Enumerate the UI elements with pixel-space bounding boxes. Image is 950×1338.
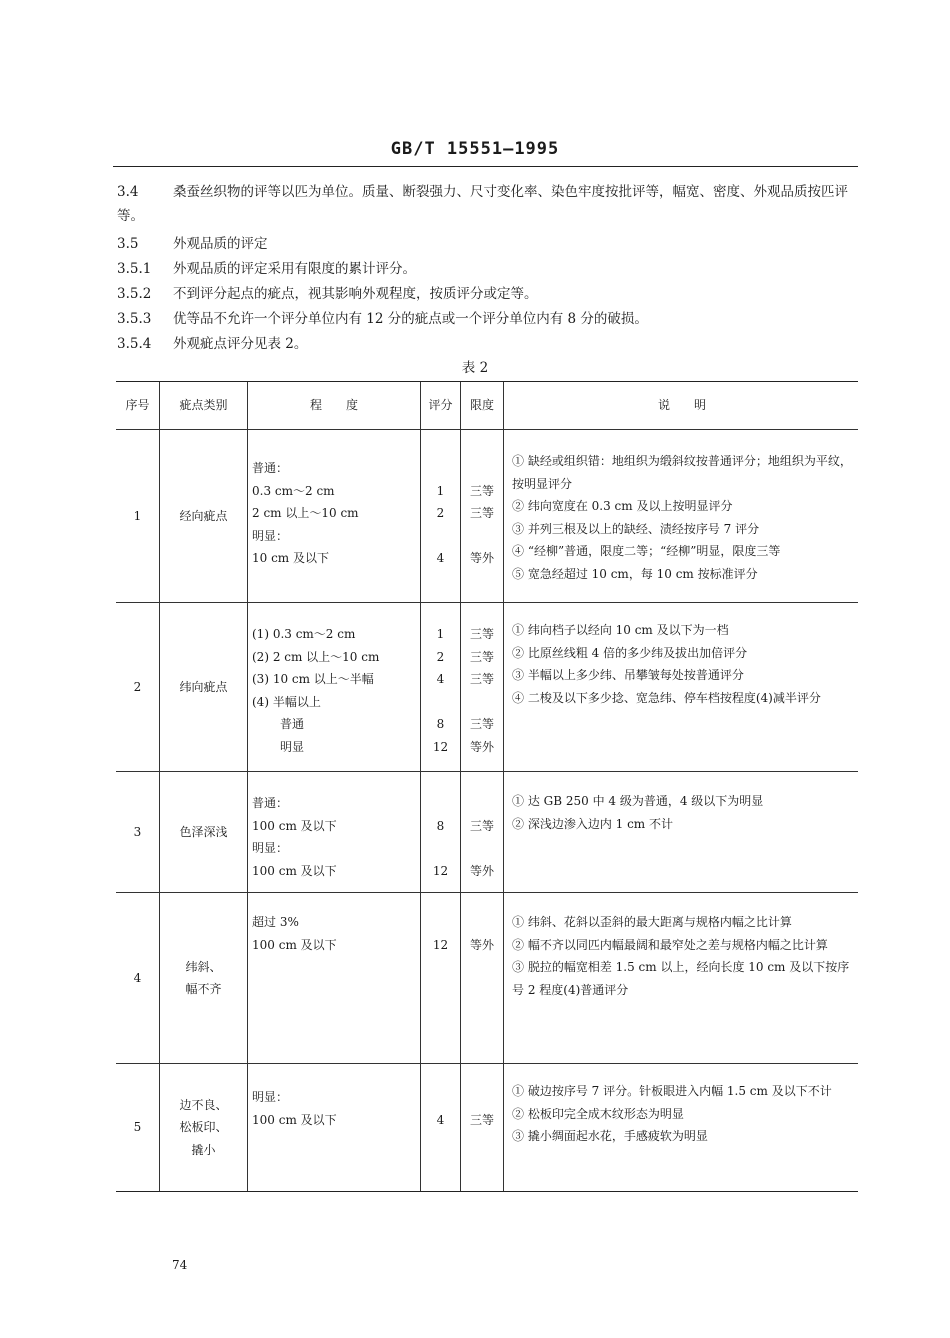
degree-line: 100 cm 及以下 (252, 863, 337, 878)
header-category: 疵点类别 (160, 382, 248, 429)
clause-number: 3.4 (117, 184, 139, 200)
degree-line: (4) 半幅以上 (252, 694, 321, 709)
page-number: 74 (172, 1258, 188, 1272)
table-row (116, 893, 858, 1064)
header-limit: 限度 (461, 382, 504, 429)
defect-category: 纬向疵点 (160, 603, 248, 771)
limit-value: 等外 (469, 863, 494, 878)
defect-category: 纬斜、幅不齐 (160, 893, 248, 1063)
explain-note: ③ 并列三根及以上的缺经、渍经按序号 7 评分 (512, 521, 760, 536)
explain-note: ② 比原丝线粗 4 倍的多少纬及拔出加倍评分 (512, 645, 748, 660)
explain-cell (504, 772, 858, 892)
explain-note: ② 幅不齐以同匹内幅最阔和最窄处之差与规格内幅之比计算 (512, 937, 828, 952)
paragraph-3-5 (117, 232, 857, 256)
row-number: 3 (116, 772, 160, 892)
degree-line: 100 cm 及以下 (252, 1112, 337, 1127)
score-value (425, 525, 456, 548)
table-caption: 表 2 (461, 360, 489, 376)
degree-cell (248, 772, 421, 892)
clause-number: 3.5 (117, 236, 139, 252)
limit-value: 三等 (469, 672, 494, 686)
degree-line: 明显： (252, 1090, 289, 1104)
header-rule (113, 166, 858, 167)
score-cell (421, 1064, 461, 1191)
degree-line: (3) 10 cm 以上～半幅 (252, 672, 374, 686)
limit-value: 三等 (469, 818, 494, 833)
paragraph-3-5-4 (117, 332, 857, 356)
score-value: 2 (436, 506, 445, 520)
table-row (116, 430, 858, 603)
clause-text: 桑蚕丝织物的评等以匹为单位。质量、断裂强力、尺寸变化率、染色牢度按批评等，幅宽、密度、外观品质按匹评等。 (117, 184, 848, 224)
limit-value: 三等 (469, 717, 494, 731)
degree-line: (1) 0.3 cm～2 cm (252, 627, 356, 641)
limit-value: 三等 (469, 506, 494, 520)
degree-cell (248, 430, 421, 602)
clause-text: 优等品不允许一个评分单位内有 12 分的疵点或一个评分单位内有 8 分的破损。 (173, 311, 648, 327)
limit-value (465, 457, 499, 480)
explain-note: ③ 撬小绸面起水花，手感疲软为明显 (512, 1129, 708, 1143)
explain-note: ② 纬向宽度在 0.3 cm 及以上按明显评分 (512, 499, 733, 513)
degree-line: (2) 2 cm 以上～10 cm (252, 649, 380, 664)
row-number: 4 (116, 893, 160, 1063)
degree-line: 普通： (252, 796, 289, 810)
degree-line: 明显： (252, 528, 289, 543)
score-value (425, 1086, 456, 1109)
limit-value: 三等 (469, 483, 494, 498)
limit-value: 三等 (469, 649, 494, 664)
explain-note: ① 纬斜、花斜以歪斜的最大距离与规格内幅之比计算 (512, 915, 792, 929)
explain-note: ① 缺经或组织错：地组织为缎斜纹按普通评分；地组织为平纹，按明显评分 (512, 454, 852, 491)
explain-note: ① 破边按序号 7 评分。针板眼进入内幅 1.5 cm 及以下不计 (512, 1084, 832, 1098)
limit-value (465, 525, 499, 548)
limit-value (465, 837, 499, 860)
score-value (425, 911, 456, 934)
degree-line: 明显： (252, 841, 289, 855)
degree-cell (248, 893, 421, 1063)
degree-cell (248, 603, 421, 771)
limit-cell (461, 893, 504, 1063)
degree-line: 普通： (252, 461, 289, 475)
score-value: 1 (436, 627, 445, 641)
clause-text: 外观疵点评分见表 2。 (173, 336, 308, 352)
score-value: 1 (436, 483, 445, 498)
limit-value: 等外 (469, 551, 494, 565)
defect-score-table (116, 381, 858, 1192)
score-cell (421, 430, 461, 602)
degree-line: 0.3 cm～2 cm (252, 483, 335, 498)
header-no: 序号 (116, 382, 160, 429)
score-value: 4 (436, 1112, 445, 1127)
row-number: 2 (116, 603, 160, 771)
standard-code: GB/T 15551—1995 (390, 139, 560, 159)
degree-line: 100 cm 及以下 (252, 937, 337, 952)
paragraph-3-5-2 (117, 282, 857, 306)
explain-cell (504, 893, 858, 1063)
degree-cell (248, 1064, 421, 1191)
limit-value: 等外 (469, 937, 494, 952)
score-value: 8 (436, 818, 445, 833)
degree-line: 10 cm 及以下 (252, 551, 329, 565)
score-value: 2 (436, 649, 445, 664)
table-row (116, 772, 858, 893)
score-value: 12 (432, 937, 449, 952)
explain-note: ① 达 GB 250 中 4 级为普通，4 级以下为明显 (512, 794, 764, 808)
explain-note: ③ 半幅以上多少纬、吊攀皱每处按普通评分 (512, 668, 744, 682)
clause-text: 外观品质的评定 (173, 236, 268, 252)
limit-value: 等外 (469, 739, 494, 754)
degree-line: 普通 (280, 717, 305, 731)
score-value: 12 (432, 739, 449, 754)
table-header-row (116, 382, 858, 430)
paragraph-3-4 (117, 180, 857, 228)
defect-category: 色泽深浅 (160, 772, 248, 892)
defect-category: 边不良、松板印、撬小 (160, 1064, 248, 1191)
paragraph-3-5-1 (117, 257, 857, 281)
clause-number: 3.5.3 (117, 311, 152, 327)
limit-cell (461, 772, 504, 892)
limit-value (465, 911, 499, 934)
row-number: 1 (116, 430, 160, 602)
score-cell (421, 772, 461, 892)
limit-value (465, 792, 499, 815)
limit-value: 三等 (469, 1112, 494, 1127)
explain-note: ④ “经柳”普通，限度二等；“经柳”明显，限度三等 (512, 544, 781, 558)
score-cell (421, 603, 461, 771)
explain-note: ① 纬向档子以经向 10 cm 及以下为一档 (512, 623, 729, 637)
degree-line: 2 cm 以上～10 cm (252, 506, 359, 520)
explain-note: ⑤ 宽急经超过 10 cm，每 10 cm 按标准评分 (512, 566, 758, 581)
score-value: 4 (436, 672, 445, 686)
clause-number: 3.5.4 (117, 336, 152, 352)
explain-note: ④ 二梭及以下多少捻、宽急纬、停车档按程度(4)减半评分 (512, 690, 821, 705)
limit-cell (461, 430, 504, 602)
clause-number: 3.5.2 (117, 286, 152, 302)
limit-cell (461, 1064, 504, 1191)
clause-text: 不到评分起点的疵点，视其影响外观程度，按质评分或定等。 (173, 286, 538, 302)
explain-cell (504, 603, 858, 771)
score-cell (421, 893, 461, 1063)
score-value: 8 (436, 717, 445, 731)
score-value (425, 792, 456, 815)
limit-value (465, 691, 499, 714)
defect-category: 经向疵点 (160, 430, 248, 602)
header-score: 评分 (421, 382, 461, 429)
score-value (425, 837, 456, 860)
clause-number: 3.5.1 (117, 261, 152, 277)
degree-line: 100 cm 及以下 (252, 818, 337, 833)
explain-cell (504, 430, 858, 602)
degree-line: 超过 3% (252, 915, 299, 929)
table-row (116, 1064, 858, 1191)
explain-note: ② 松板印完全成木纹形态为明显 (512, 1106, 684, 1121)
score-value (425, 691, 456, 714)
table-row (116, 603, 858, 772)
limit-cell (461, 603, 504, 771)
explain-note: ② 深浅边渗入边内 1 cm 不计 (512, 816, 673, 831)
clause-text: 外观品质的评定采用有限度的累计评分。 (173, 261, 416, 277)
score-value (425, 457, 456, 480)
explain-note: ③ 脱拉的幅宽相差 1.5 cm 以上，经向长度 10 cm 及以下按序号 2 程度(4)普通评分 (512, 960, 850, 997)
header-degree: 程 度 (248, 382, 421, 429)
score-value: 12 (432, 863, 449, 878)
score-value: 4 (436, 551, 445, 565)
header-explain: 说 明 (657, 398, 706, 413)
row-number: 5 (116, 1064, 160, 1191)
limit-value: 三等 (469, 627, 494, 641)
limit-value (465, 1086, 499, 1109)
degree-line: 明显 (280, 739, 305, 754)
explain-cell (504, 1064, 858, 1191)
paragraph-3-5-3 (117, 307, 857, 331)
